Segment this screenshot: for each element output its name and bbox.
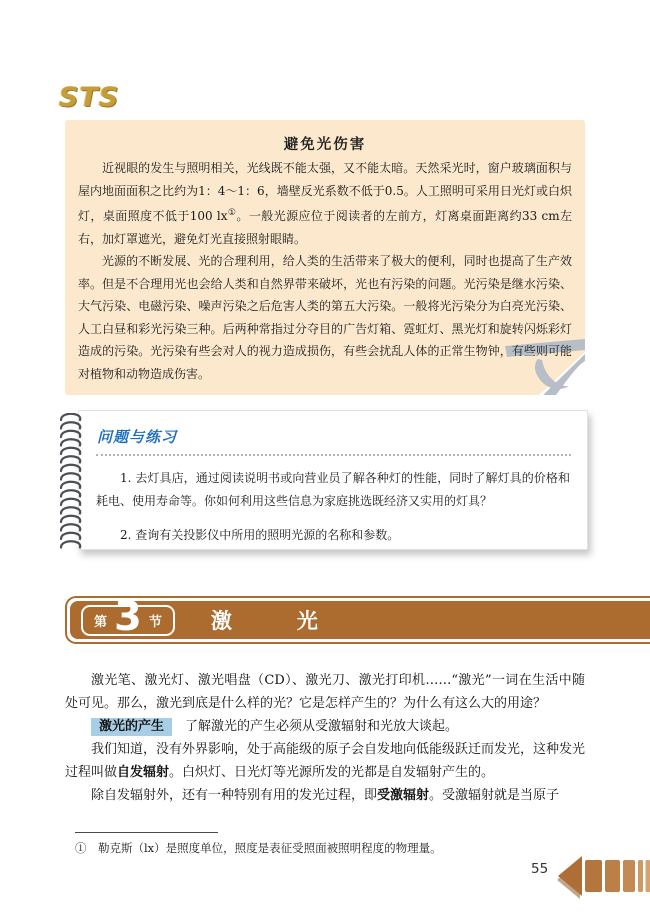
section-header-bar (70, 593, 650, 640)
laser-paragraph-2: 我们知道，没有外界影响，处于高能级的原子会自发地向低能级跃迁而发光，这种发光过程叫做自发辐射。白炽灯、日光灯等光源所发的光都是自发辐射产生的。 (65, 742, 586, 780)
footnote-divider (75, 832, 218, 833)
exercise-card (78, 410, 588, 550)
footnote-ref: ① (227, 208, 237, 218)
exercise-question-1: 1. 去灯具店，通过阅读说明书或向营业员了解各种灯的性能，同时了解灯具的价格和耗电、使用寿命等。你如何利用这些信息为家庭挑选既经济又实用的灯具？ (96, 471, 570, 508)
exercise-question-2: 2. 查询有关投影仪中所用的照明光源的名称和参数。 (120, 528, 400, 542)
page-edge-arrow-icon (556, 855, 650, 903)
dotted-divider (96, 454, 571, 456)
laser-body-text (65, 669, 585, 807)
sts-reading-box (65, 120, 585, 395)
section-title: 激 光 (210, 609, 340, 633)
subtopic-badge: 激光的产生 (91, 718, 172, 736)
laser-paragraph-1: 激光笔、激光灯、激光唱盘（CD）、激光刀、激光打印机……“激光”一词在生活中随处可见。那么，激光到底是什么样的光？它是怎样产生的？为什么有这么大的用途？ (65, 673, 585, 711)
page-number: 55 (531, 861, 549, 877)
sts-paragraph-1: 近视眼的发生与照明相关，光线既不能太强，又不能太暗。天然采光时，窗户玻璃面积与屋内地面面积之比约为1：4～1：6，墙壁反光系数不低于0.5。人工照明可采用日光灯或白炽灯，桌面照度不低于100 lx①。一般光源应位于阅读者的左前方，灯离桌面距离约33 cm左右，加灯罩遮光，避免灯光直接照射眼睛。 (78, 161, 573, 246)
section-header (65, 593, 650, 644)
section-number: 3 (114, 593, 142, 640)
section-number-box (81, 593, 175, 640)
sts-paragraph-2: 光源的不断发展、光的合理利用，给人类的生活带来了极大的便利，同时也提高了生产效率。但是不合理用光也会给人类和自然界带来破坏，光也有污染的问题。光污染是继水污染、大气污染、电磁污染、噪声污染之后危害人类的第五大污染。一般将光污染分为白亮光污染、人工白昼和彩光污染三种。后两种常指过分夺目的广告灯箱、霓虹灯、黑光灯和旋转闪烁彩灯造成的污染。光污染有些会对人的视力造成损伤，有些会扰乱人体的正常生物钟，有些则可能对植物和动物造成伤害。 (78, 254, 572, 381)
section-prefix: 第 (94, 614, 108, 630)
key-term-stimulated-emission: 受激辐射 (377, 788, 430, 803)
sts-box-title: 避免光伤害 (283, 136, 367, 153)
spiral-binding-icon (58, 413, 84, 549)
laser-paragraph-3: 除自发辐射外，还有一种特别有用的发光过程，即受激辐射。受激辐射就是当原子 (91, 788, 560, 803)
footnote-text-line: ① 勒克斯（lx）是照度单位，照度是表征受照面被照明程度的物理量。 (75, 841, 442, 855)
footnote (75, 832, 575, 857)
key-term-spontaneous-emission: 自发辐射 (117, 765, 170, 780)
section-suffix: 节 (148, 614, 162, 630)
sts-logo: STS (59, 82, 120, 113)
exercise-title: 问题与练习 (97, 428, 178, 446)
laser-subtopic-line: 激光的产生 了解激光的产生必须从受激辐射和光放大谈起。 (65, 715, 585, 738)
footnote-marker: ① (75, 841, 87, 855)
